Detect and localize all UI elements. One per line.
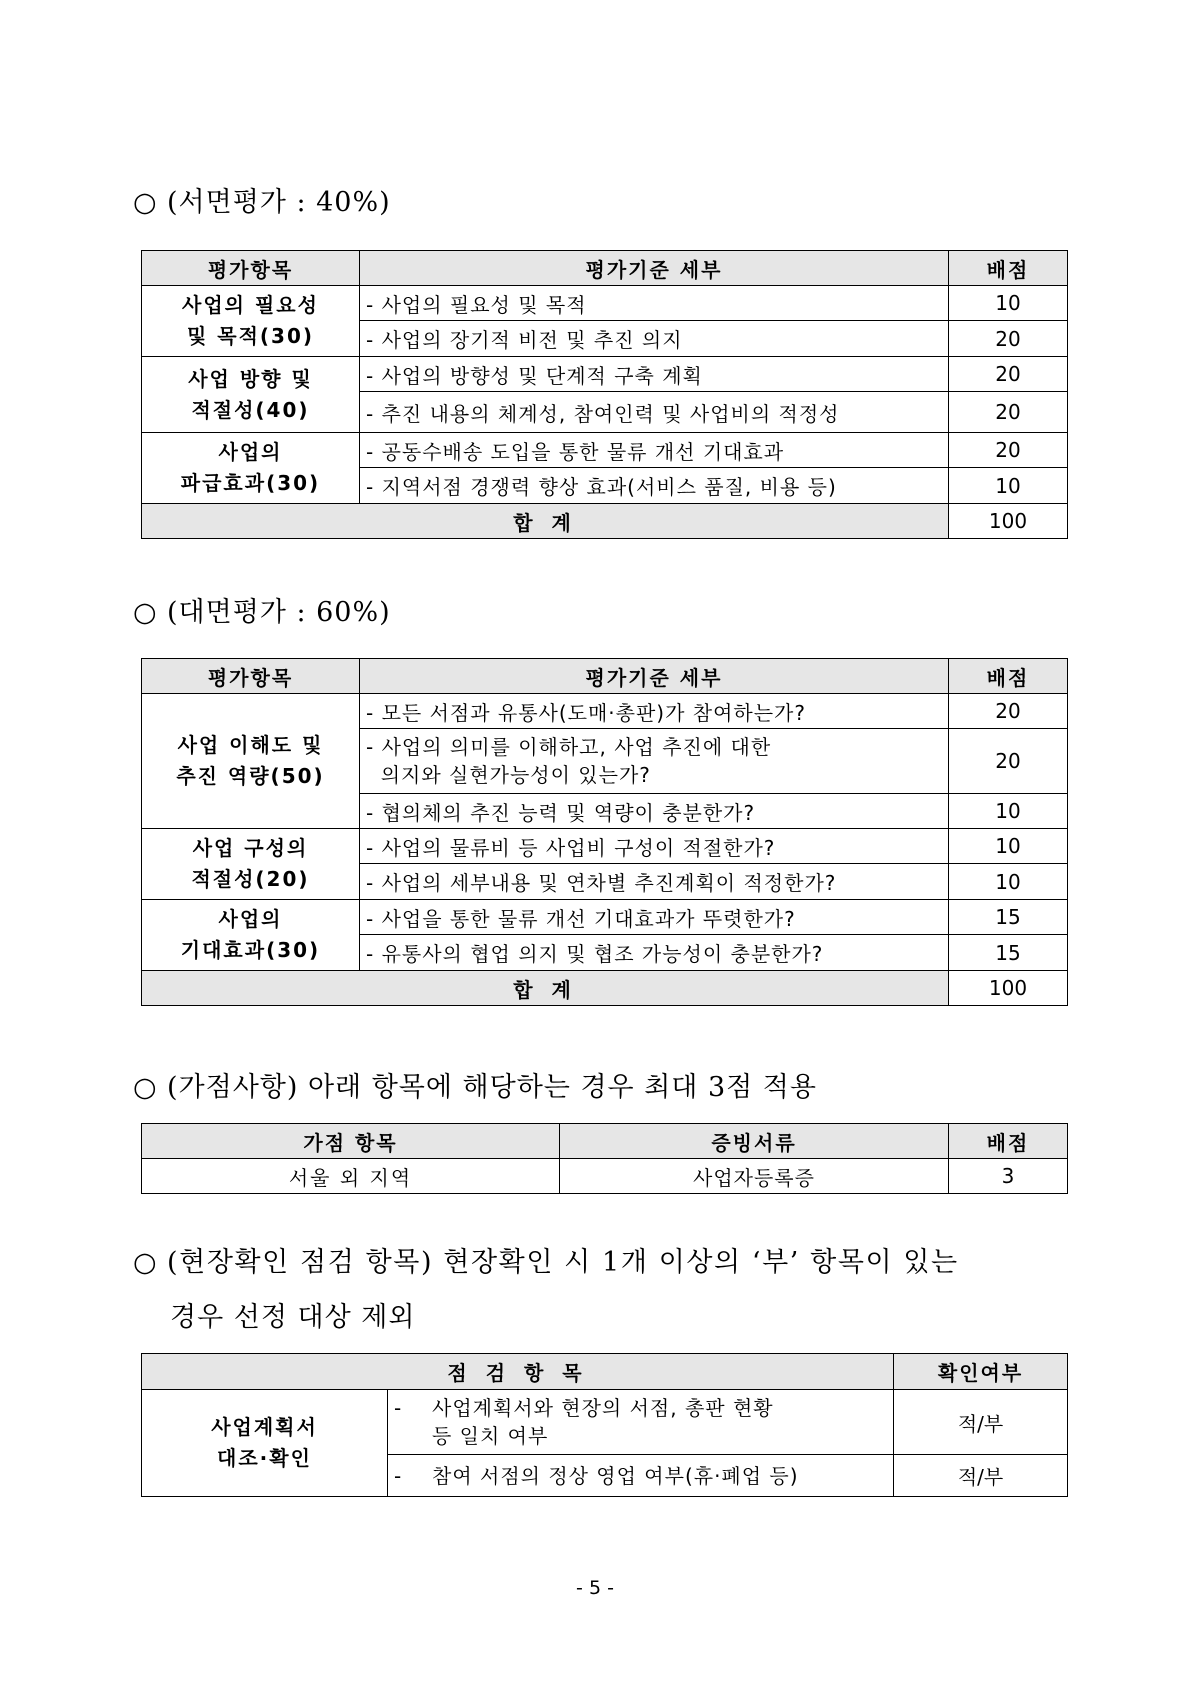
detail-cell: - 공동수배송 도입을 통한 물류 개선 기대효과 <box>360 433 949 468</box>
table-row <box>142 433 1068 468</box>
interview-eval-table <box>141 658 1068 1006</box>
table-row <box>142 357 1068 392</box>
score-cell: 15 <box>949 935 1068 971</box>
header-score: 배점 <box>949 251 1068 286</box>
total-label: 합 계 <box>142 971 949 1006</box>
detail-cell: - 협의체의 추진 능력 및 역량이 충분한가? <box>360 794 949 829</box>
header-bonus-item: 가점 항목 <box>142 1124 560 1159</box>
onsite-heading: ○ (현장확인 점검 항목) 현장확인 시 1개 이상의 ‘부’ 항목이 있는 <box>133 1247 959 1278</box>
header-category: 평가항목 <box>142 251 360 286</box>
score-cell: 15 <box>949 900 1068 935</box>
table-row <box>142 694 1068 729</box>
score-cell: 3 <box>949 1159 1068 1194</box>
document-cell: 사업자등록증 <box>560 1159 949 1194</box>
score-cell: 20 <box>949 729 1068 794</box>
score-cell: 20 <box>949 433 1068 468</box>
detail-cell: - 모든 서점과 유통사(도매·총판)가 참여하는가? <box>360 694 949 729</box>
page-number: - 5 - <box>576 1577 614 1599</box>
detail-cell: - 지역서점 경쟁력 향상 효과(서비스 품질, 비용 등) <box>360 468 949 504</box>
interview-eval-heading: ○ (대면평가 : 60%) <box>133 597 391 628</box>
result-cell: 적/부 <box>894 1390 1068 1455</box>
bonus-heading: ○ (가점사항) 아래 항목에 해당하는 경우 최대 3점 적용 <box>133 1072 817 1103</box>
bonus-item-cell: 서울 외 지역 <box>142 1159 560 1194</box>
bullet-icon: ○ <box>133 597 158 628</box>
bullet-icon: ○ <box>133 1247 159 1278</box>
written-eval-table <box>141 250 1068 539</box>
header-result: 확인여부 <box>894 1354 1068 1390</box>
category-cell: 사업의 기대효과(30) <box>142 900 360 971</box>
category-cell: 사업 이해도 및 추진 역량(50) <box>142 694 360 829</box>
detail-cell: - 사업의 의미를 이해하고, 사업 추진에 대한 의지와 실현가능성이 있는가? <box>360 729 949 794</box>
detail-cell: - 사업계획서와 현장의 서점, 총판 현황 등 일치 여부 <box>388 1390 894 1455</box>
category-cell: 사업계획서 대조·확인 <box>142 1390 388 1497</box>
table-row <box>142 1390 1068 1455</box>
detail-cell: - 유통사의 협업 의지 및 협조 가능성이 충분한가? <box>360 935 949 971</box>
detail-cell: - 사업의 필요성 및 목적 <box>360 286 949 321</box>
score-cell: 20 <box>949 392 1068 433</box>
bonus-table <box>141 1123 1068 1194</box>
total-score: 100 <box>949 504 1068 539</box>
total-row <box>142 504 1068 539</box>
score-cell: 20 <box>949 357 1068 392</box>
category-cell: 사업의 필요성 및 목적(30) <box>142 286 360 357</box>
category-cell: 사업 방향 및 적절성(40) <box>142 357 360 433</box>
detail-cell: - 사업의 물류비 등 사업비 구성이 적절한가? <box>360 829 949 864</box>
total-score: 100 <box>949 971 1068 1006</box>
table-header-row <box>142 1354 1068 1390</box>
header-detail: 평가기준 세부 <box>360 251 949 286</box>
header-detail: 평가기준 세부 <box>360 659 949 694</box>
table-row <box>142 829 1068 864</box>
result-cell: 적/부 <box>894 1455 1068 1497</box>
score-cell: 10 <box>949 468 1068 504</box>
table-header-row <box>142 659 1068 694</box>
onsite-heading-continued: 경우 선정 대상 제외 <box>170 1302 416 1333</box>
table-row <box>142 900 1068 935</box>
bullet-icon: ○ <box>133 187 158 218</box>
score-cell: 10 <box>949 794 1068 829</box>
detail-cell: - 사업을 통한 물류 개선 기대효과가 뚜렷한가? <box>360 900 949 935</box>
header-category: 평가항목 <box>142 659 360 694</box>
header-document: 증빙서류 <box>560 1124 949 1159</box>
category-cell: 사업 구성의 적절성(20) <box>142 829 360 900</box>
detail-cell: - 사업의 장기적 비전 및 추진 의지 <box>360 321 949 357</box>
score-cell: 10 <box>949 864 1068 900</box>
table-row <box>142 1159 1068 1194</box>
written-eval-heading: ○ (서면평가 : 40%) <box>133 187 391 218</box>
detail-cell: - 사업의 세부내용 및 연차별 추진계획이 적정한가? <box>360 864 949 900</box>
header-score: 배점 <box>949 1124 1068 1159</box>
table-header-row <box>142 1124 1068 1159</box>
table-header-row <box>142 251 1068 286</box>
header-check-item: 점 검 항 목 <box>142 1354 894 1390</box>
detail-cell: - 사업의 방향성 및 단계적 구축 계획 <box>360 357 949 392</box>
detail-cell: - 참여 서점의 정상 영업 여부(휴·폐업 등) <box>388 1455 894 1497</box>
score-cell: 20 <box>949 321 1068 357</box>
score-cell: 10 <box>949 286 1068 321</box>
total-label: 합 계 <box>142 504 949 539</box>
table-row <box>142 286 1068 321</box>
header-score: 배점 <box>949 659 1068 694</box>
score-cell: 10 <box>949 829 1068 864</box>
category-cell: 사업의 파급효과(30) <box>142 433 360 504</box>
score-cell: 20 <box>949 694 1068 729</box>
onsite-check-table <box>141 1353 1068 1497</box>
total-row <box>142 971 1068 1006</box>
detail-cell: - 추진 내용의 체계성, 참여인력 및 사업비의 적정성 <box>360 392 949 433</box>
bullet-icon: ○ <box>133 1072 158 1103</box>
